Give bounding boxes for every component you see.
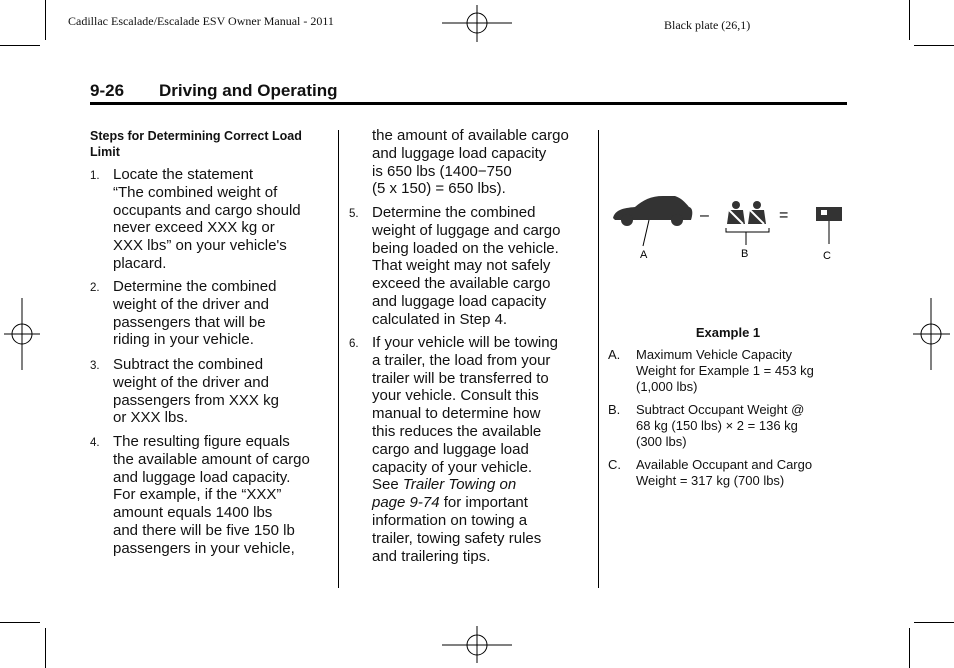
caption-text: Subtract Occupant Weight @ 68 kg (150 lbs) × 2 = 136 kg (300 lbs) xyxy=(636,402,805,449)
caption-label: A. xyxy=(608,347,621,362)
step-number: 4. xyxy=(90,437,100,449)
trailer-towing-page-link[interactable]: page 9‑74 xyxy=(372,494,440,512)
step-text: The resulting figure equals the available amount of cargo and luggage load capacity. For example, if the “XXX” amount equals 1400 lbs and there will be five 150 lb passengers in your vehicle, xyxy=(113,433,310,557)
load-limit-figure xyxy=(605,190,850,265)
plate-label: Black plate (26,1) xyxy=(664,18,751,32)
step-text: Locate the statement “The combined weight of occupants and cargo should never exceed XXX kg or XXX lbs” on your vehicle's placard. xyxy=(113,166,301,272)
minus-sign: – xyxy=(700,207,709,224)
vehicle-icon xyxy=(613,196,692,246)
occupant-seatbelt-icon xyxy=(726,201,769,245)
step-number: 3. xyxy=(90,360,100,372)
caption-label: B. xyxy=(608,402,621,417)
caption-text: Maximum Vehicle Capacity Weight for Example 1 = 453 kg (1,000 lbs) xyxy=(636,347,814,394)
step-number: 2. xyxy=(90,282,100,294)
step-number: 6. xyxy=(349,338,359,350)
example-title: Example 1 xyxy=(695,325,761,340)
figure-label-b: B xyxy=(741,248,749,260)
step-text: Subtract the combined weight of the driver and passengers from XXX kg or XXX lbs. xyxy=(113,356,279,427)
page-number: 9-26 xyxy=(90,81,125,100)
caption-text: Available Occupant and Cargo Weight = 317 kg (700 lbs) xyxy=(636,457,813,488)
step-text: Determine the combined weight of luggage and cargo being loaded on the vehicle. That weight may not safely exceed the available cargo and luggage load capacity calculated in Step 4. xyxy=(372,204,561,328)
step-text: If your vehicle will be towing a trailer, the load from your trailer will be transferred to your vehicle. Consult this manual to determine how this reduces the available cargo and luggage load capacity of your vehicle. See Trailer Towing on page 9‑74 for important information on towing a trailer, towing safety rules and trailering tips. xyxy=(372,334,558,565)
step-text: Determine the combined weight of the driver and passengers that will be riding in your vehicle. xyxy=(113,278,277,349)
caption-label: C. xyxy=(608,457,621,472)
trailer-towing-link[interactable]: Trailer Towing on xyxy=(402,476,517,494)
figure-label-a: A xyxy=(640,249,648,261)
manual-title: Cadillac Escalade/Escalade ESV Owner Manual - 2011 xyxy=(68,14,334,28)
step-number: 5. xyxy=(349,208,359,220)
header-rule xyxy=(90,102,847,105)
step-text-continued: the amount of available cargo and luggage load capacity is 650 lbs (1400−750 (5 x 150) = 650 lbs). xyxy=(372,127,569,198)
steps-heading: Steps for Determining Correct Load Limit xyxy=(90,129,302,159)
section-title: Driving and Operating xyxy=(159,81,338,100)
equals-sign: = xyxy=(779,207,789,224)
column-divider xyxy=(598,130,599,588)
column-divider xyxy=(338,130,339,588)
figure-label-c: C xyxy=(823,250,831,262)
cargo-luggage-icon xyxy=(816,207,842,244)
step-number: 1. xyxy=(90,170,100,182)
